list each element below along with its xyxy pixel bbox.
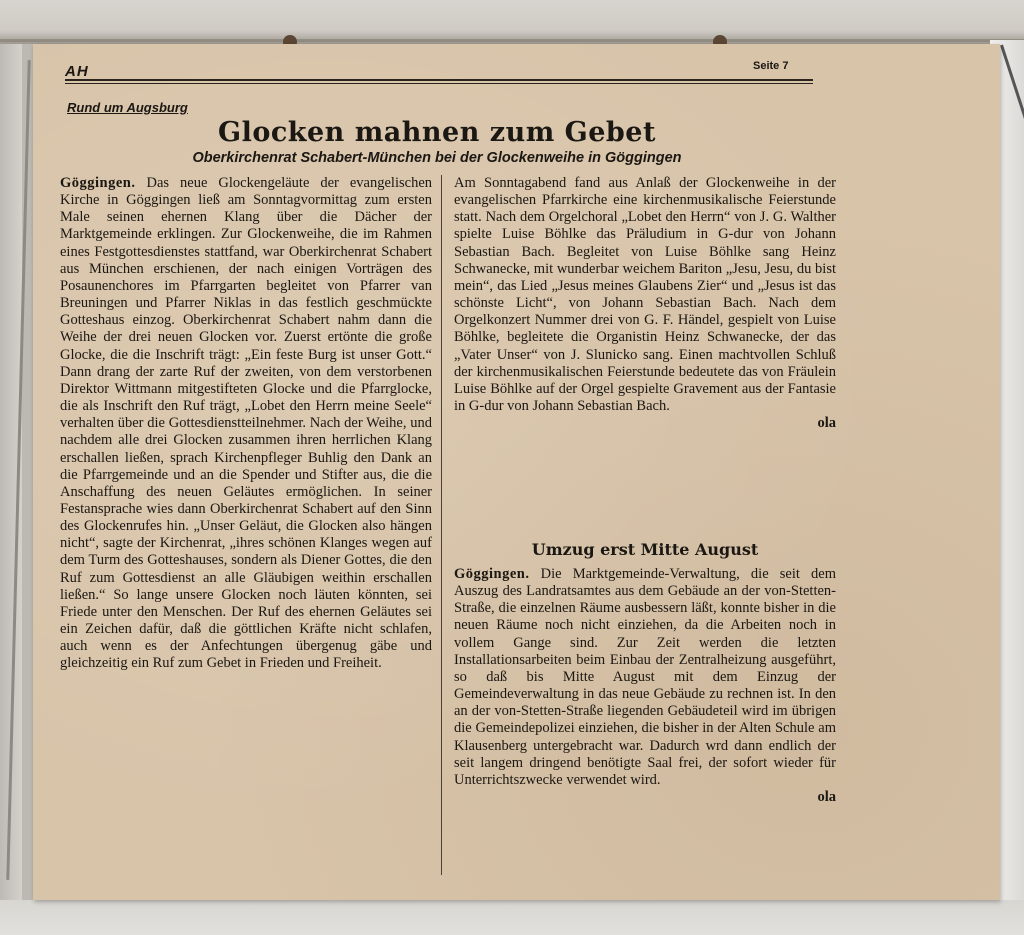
article-body: Das neue Glockengeläute der evangelischen Kirche in Göggingen ließ am Sonntagvormittag zum ersten Male seinen ehernen Klang über die Dächer der Marktgemeinde erklingen. Zur Glockenweihe, die im Rahmen eines Festgottesdienstes stattfand, war Oberkirchenrat Schabert aus München erschienen, der nach einigen Vorträgen des Posaunenchores im Pfarrgarten begleitet von Pfarrer van Breuningen und Pfarrer Niklas in das festlich geschmückte Gotteshaus einzog. Oberkirchenrat Schabert nahm dann die Weihe der drei neuen Glocken vor. Zuerst ertönte die große Glocke, die die Inschrift trägt: „Ein feste Burg ist unser Gott.“ Dann drang der zarte Ruf der zweiten, von dem verstorbenen Direktor Wittmann mitgestifteten Glocke und die Pfarrglocke, die als Inschrift den Ruf trägt, „Lobet den Herrn meine Seele“ verhalten über die Gottesdienstteilnehmer. Nach der Weihe, und nachdem alle drei Glocken zusammen ihren herrlichen Klang erschallen ließen, sprach Kirchenpfleger Buhlig den Dank an die Pfarrgemeinde und an die Spender und Stifter aus, die die Anschaffung des neuen Geläutes ermöglichen. In seiner Festansprache wies dann Oberkirchenrat Schabert auf den Sinn des Glockenrufes hin. „Unser Geläut, die Glocken also hängen nicht“, sagte der Kirchenrat, „ihres schönen Klanges wegen auf dem Turm des Gotteshauses, sondern als Diener Gottes, die den Ruf zum Gottesdienst an alle Gläubigen weithin erschallen ließen.“ So lange unsere Glocken noch läuten könnten, sei Friede unter den Menschen. Der Ruf des ehernen Geläutes sei ein Zeichen dafür, daß die göttlichen Kräfte nicht schlafen, auch wenn es der Anfechtungen übergenug gäbe und gleichzeitig ein Ruf zum Gebet in Frieden und Freiheit. (60, 175, 433, 672)
header-rule-thin (65, 83, 813, 84)
subheadline: Oberkirchenrat Schabert-München bei der Glockenweihe in Göggingen (192, 150, 682, 166)
masthead-fragment: AH (65, 63, 89, 80)
page-number: Seite 7 (753, 60, 789, 72)
article-column-left (60, 175, 432, 673)
article-column-right (454, 175, 836, 432)
headline: Glocken mahnen zum Gebet (218, 117, 656, 148)
newspaper-clipping (33, 44, 1000, 900)
second-article-column (454, 566, 836, 806)
album-page-above (0, 0, 1024, 44)
second-article-dateline: Göggingen. (454, 566, 530, 582)
article-dateline: Göggingen. (60, 175, 136, 191)
second-article-signoff: ola (817, 789, 836, 806)
second-article-body: Die Marktgemeinde-Verwaltung, die seit dem Auszug des Landratsamtes aus dem Gebäude an der von-Stetten-Straße, die einzelnen Räume ausbessern läßt, konnte bisher in die neuen Räume noch nicht einziehen, da die Arbeiten noch in vollem Gange sind. Zur Zeit werden die letzten Installationsarbeiten beim Einbau der Zentralheizung ausgeführt, so daß bis Mitte August mit dem Einzug der Gemeindeverwaltung in das neue Gebäude zu rechnen ist. In den an der von-Stetten-Straße liegenden Gebäudeteil wird im übrigen die Gemeindepolizei einziehen, die bisher in der Alten Schule am Klausenberg untergebracht war. Dadurch wrd dann endlich der seit langem dringend benötigte Saal frei, der sofort wieder für Unterrichtszwecke verwendet wird. (454, 566, 837, 788)
second-article-headline: Umzug erst Mitte August (531, 540, 759, 559)
article-signoff: ola (817, 415, 836, 432)
header-rule (65, 79, 813, 81)
article-body-continued: Am Sonntagabend fand aus Anlaß der Glockenweihe in der evangelischen Pfarrkirche eine kirchenmusikalische Feierstunde statt. Nach dem Orgelchoral „Lobet den Herrn“ von J. G. Walther spielte Luise Böhlke das Präludium in G-dur von Johann Sebastian Bach. Begleitet von Luise Böhlke sang Heinz Schwanecke, mit wunderbar weichem Bariton „Jesu, Jesu, du bist mein“, das Lied „Jesus meines Glaubens Zier“ und „Jesus ist das schönste Licht“, von Johann Sebastian Bach. Nach dem Orgelkonzert Nummer drei von G. F. Händel, gespielt von Luise Böhlke, begleitete die Organistin Heinz Schwanecke, der das „Vater Unser“ von J. Slunicko sang. Einen machtvollen Schluß der kirchenmusikalischen Feierstunde bedeutete das von Fräulein Luise Böhlke auf der Orgel gespielte Gravement aus der Fantasie in G-dur von Johann Sebastian Bach. (454, 175, 836, 415)
section-title: Rund um Augsburg (67, 100, 188, 115)
column-divider (441, 175, 442, 875)
album-page-bottom (0, 900, 1024, 935)
